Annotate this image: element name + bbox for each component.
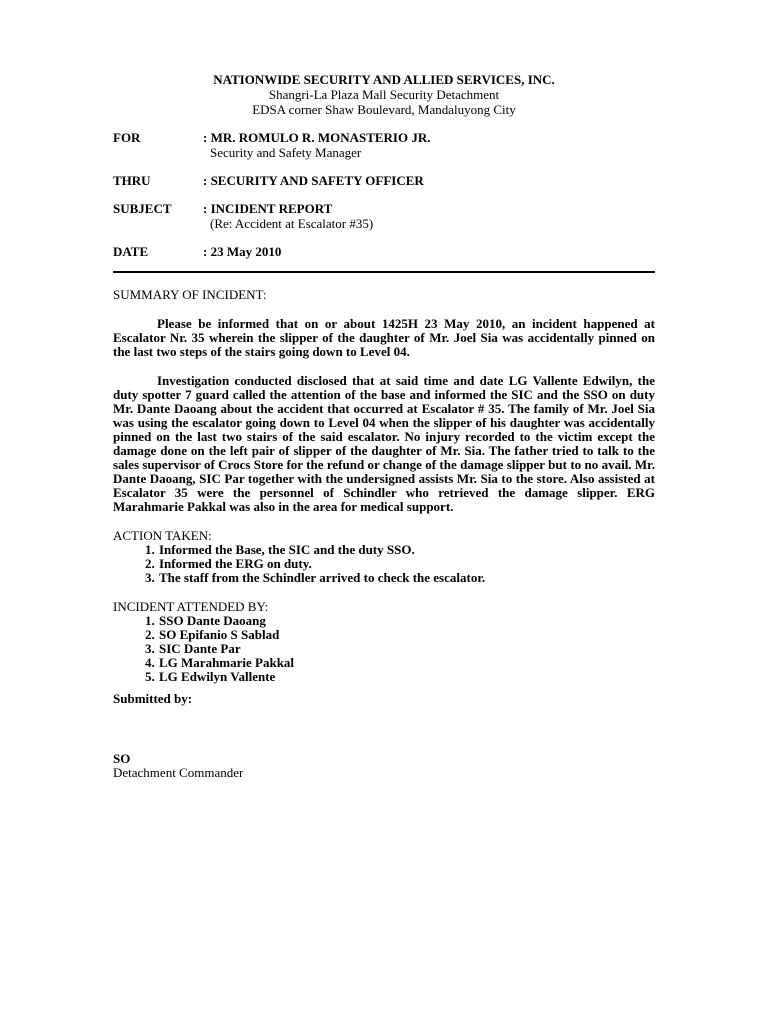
header-divider <box>113 271 655 273</box>
action-taken-list <box>113 543 655 585</box>
memo-date-row <box>113 244 655 259</box>
investigation-paragraph: Investigation conducted disclosed that at said time and date LG Vallente Edwilyn, the duty spotter 7 guard called the attention of the base and informed the SIC and the SSO on duty Mr. Dante Daoang about the accident that occurred at Escalator # 35. The family of Mr. Joel Sia was using the escalator going down to Level 04 when the slipper of his daughter was accidentally pinned on the last two stairs of the said escalator. No injury recorded to the victim except the damage done on the left pair of slipper of the daughter of Mr. Sia. The father tried to talk to the sales supervisor of Crocs Store for the refund or change of the damage slipper but to no avail. Mr. Dante Daoang, SIC Par together with the undersigned assists Mr. Sia to the store. Also assisted at Escalator 35 were the personnel of Schindler who retrieved the damage slipper. ERG Marahmarie Pakkal was also in the area for medical support. <box>113 373 655 514</box>
list-item: 4. LG Marahmarie Pakkal <box>158 656 655 670</box>
summary-title <box>113 287 655 302</box>
memo-date-value: : 23 May 2010 <box>203 244 282 259</box>
letterhead <box>113 72 655 117</box>
signatory-position: Detachment Commander <box>113 765 244 780</box>
memo-subject-value: : INCIDENT REPORT <box>203 201 333 216</box>
list-item: 2. SO Epifanio S Sablad <box>158 628 655 642</box>
memo-subject-value-block <box>203 201 655 231</box>
memo-for-label: FOR <box>113 130 141 145</box>
memo-thru-row <box>113 173 655 188</box>
organization-name: NATIONWIDE SECURITY AND ALLIED SERVICES, INC. <box>213 72 555 87</box>
address-line: EDSA corner Shaw Boulevard, Mandaluyong City <box>252 102 516 117</box>
list-item: 5. LG Edwilyn Vallente <box>158 670 655 684</box>
list-item: 3. The staff from the Schindler arrived to check the escalator. <box>158 571 655 585</box>
list-item: 3. SIC Dante Par <box>158 642 655 656</box>
list-item: 1. Informed the Base, the SIC and the duty SSO. <box>158 543 655 557</box>
memo-date-label: DATE <box>113 244 149 259</box>
incident-report-document <box>113 72 655 780</box>
list-item: 2. Informed the ERG on duty. <box>158 557 655 571</box>
memo-for-row <box>113 130 655 160</box>
detachment-name: Shangri-La Plaza Mall Security Detachment <box>268 87 500 102</box>
memo-for-title: Security and Safety Manager <box>210 145 362 160</box>
action-taken-title: ACTION TAKEN: <box>113 528 212 543</box>
list-item: 1. SSO Dante Daoang <box>158 614 655 628</box>
submitted-by-label: Submitted by: <box>113 691 193 706</box>
memo-for-value-block <box>203 130 655 160</box>
memo-thru-value: : SECURITY AND SAFETY OFFICER <box>203 173 424 188</box>
summary-title-colon: : <box>262 287 267 302</box>
memo-subject-label: SUBJECT <box>113 201 172 216</box>
memo-for-value: : MR. ROMULO R. MONASTERIO JR. <box>203 130 431 145</box>
memo-subject-row <box>113 201 655 231</box>
summary-paragraph: Please be informed that on or about 1425H 23 May 2010, an incident happened at Escalator Nr. 35 wherein the slipper of the daughter of Mr. Joel Sia was accidentally pinned on the last two steps of the stairs going down to Level 04. <box>113 316 655 359</box>
summary-title-text: SUMMARY OF INCIDENT <box>113 287 263 302</box>
attended-by-list <box>113 614 655 684</box>
attended-by-title: INCIDENT ATTENDED BY: <box>113 599 269 614</box>
memo-subject-reference: (Re: Accident at Escalator #35) <box>210 216 374 231</box>
signatory-rank: SO <box>113 751 131 766</box>
memo-thru-label: THRU <box>113 173 151 188</box>
